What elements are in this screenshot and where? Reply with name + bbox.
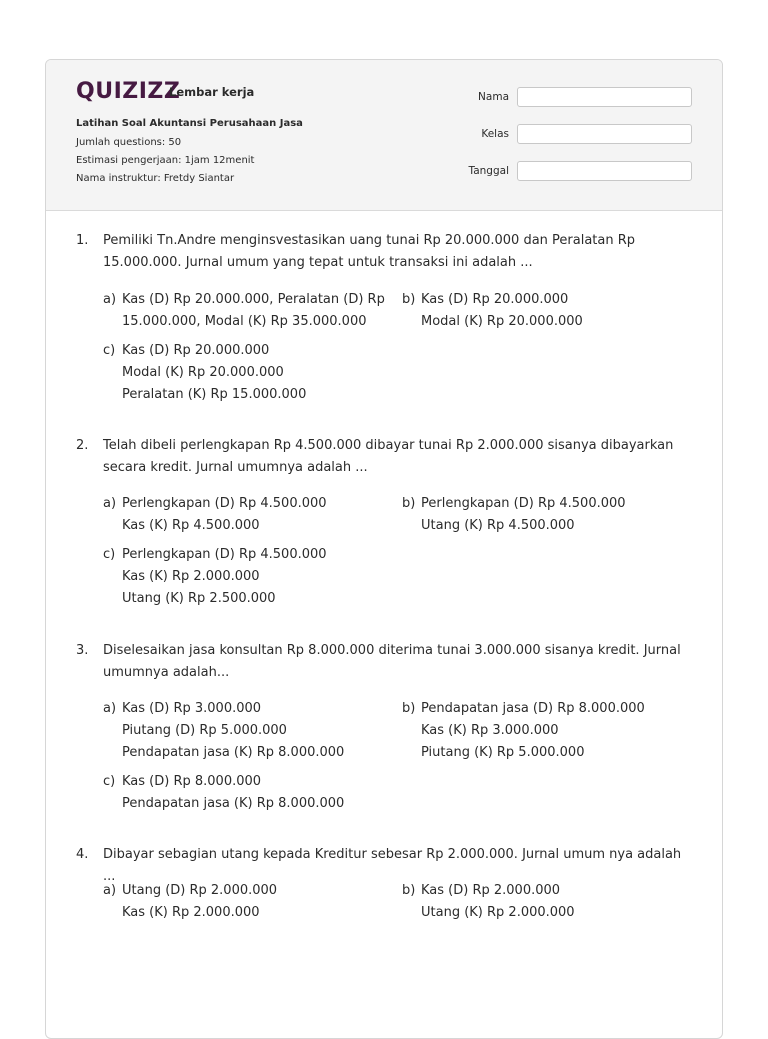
option-line: Modal (K) Rp 20.000.000 (122, 365, 284, 380)
option-letter: a) (103, 496, 117, 511)
question-number: 1. (76, 233, 89, 248)
option-letter: a) (103, 701, 117, 716)
worksheet-label: Lembar kerja (169, 85, 255, 99)
option-line: Utang (K) Rp 4.500.000 (421, 518, 575, 533)
question-text: Dibayar sebagian utang kepada Kreditur sebesar Rp 2.000.000. Jurnal umum nya adalah ... (103, 847, 682, 884)
option-line: Pendapatan jasa (K) Rp 8.000.000 (122, 796, 345, 811)
worksheet (45, 59, 723, 1039)
option-line: Kas (D) Rp 20.000.000, Peralatan (D) Rp (122, 292, 385, 307)
option-line: Kas (K) Rp 2.000.000 (122, 905, 260, 920)
option-letter: a) (103, 883, 117, 898)
question-text: Telah dibeli perlengkapan Rp 4.500.000 dibayar tunai Rp 2.000.000 sisanya dibayarkan secara kredit. Jurnal umumnya adalah ... (103, 438, 674, 475)
option-line: Pendapatan jasa (D) Rp 8.000.000 (421, 701, 645, 716)
option-line: Perlengkapan (D) Rp 4.500.000 (421, 496, 626, 511)
questions-count: Jumlah questions: 50 (76, 137, 182, 148)
option-letter: c) (103, 343, 116, 358)
option-line: Modal (K) Rp 20.000.000 (421, 314, 583, 329)
name-label: Nama (478, 91, 509, 103)
worksheet-header (46, 60, 722, 211)
question-number: 4. (76, 847, 89, 862)
option-line: Piutang (K) Rp 5.000.000 (421, 745, 585, 760)
option-line: Peralatan (K) Rp 15.000.000 (122, 387, 307, 402)
class-label: Kelas (481, 128, 509, 140)
option-line: Kas (K) Rp 2.000.000 (122, 569, 260, 584)
option-line: Pendapatan jasa (K) Rp 8.000.000 (122, 745, 345, 760)
name-field[interactable] (517, 87, 692, 107)
class-field[interactable] (517, 124, 692, 144)
option-line: Utang (D) Rp 2.000.000 (122, 883, 278, 898)
option-line: 15.000.000, Modal (K) Rp 35.000.000 (122, 314, 367, 329)
option-line: Kas (D) Rp 8.000.000 (122, 774, 262, 789)
option-line: Kas (K) Rp 3.000.000 (421, 723, 559, 738)
time-estimate: Estimasi pengerjaan: 1jam 12menit (76, 155, 255, 166)
option-line: Piutang (D) Rp 5.000.000 (122, 723, 287, 738)
option-letter: c) (103, 774, 116, 789)
date-field[interactable] (517, 161, 692, 181)
option-line: Kas (D) Rp 20.000.000 (122, 343, 270, 358)
option-letter: b) (402, 701, 416, 716)
instructor-name: Nama instruktur: Fretdy Siantar (76, 173, 235, 184)
option-line: Perlengkapan (D) Rp 4.500.000 (122, 496, 327, 511)
option-line: Kas (D) Rp 3.000.000 (122, 701, 262, 716)
option-line: Perlengkapan (D) Rp 4.500.000 (122, 547, 327, 562)
option-letter: b) (402, 496, 416, 511)
option-letter: c) (103, 547, 116, 562)
date-label: Tanggal (468, 165, 509, 177)
question-number: 3. (76, 643, 89, 658)
quiz-title: Latihan Soal Akuntansi Perusahaan Jasa (76, 118, 303, 129)
option-letter: b) (402, 292, 416, 307)
question-text: Diselesaikan jasa konsultan Rp 8.000.000 diterima tunai 3.000.000 sisanya kredit. Jurnal umumnya adalah... (103, 643, 681, 680)
quizizz-logo: QUIZIZZ (76, 79, 181, 104)
option-line: Kas (D) Rp 2.000.000 (421, 883, 561, 898)
option-line: Kas (K) Rp 4.500.000 (122, 518, 260, 533)
question-text: Pemiliki Tn.Andre menginsvestasikan uang tunai Rp 20.000.000 dan Peralatan Rp 15.000.000. Jurnal umum yang tepat untuk transaksi ini adalah ... (103, 233, 636, 270)
option-line: Utang (K) Rp 2.000.000 (421, 905, 575, 920)
option-letter: a) (103, 292, 117, 307)
option-line: Kas (D) Rp 20.000.000 (421, 292, 569, 307)
question-number: 2. (76, 438, 89, 453)
option-letter: b) (402, 883, 416, 898)
option-line: Utang (K) Rp 2.500.000 (122, 591, 276, 606)
